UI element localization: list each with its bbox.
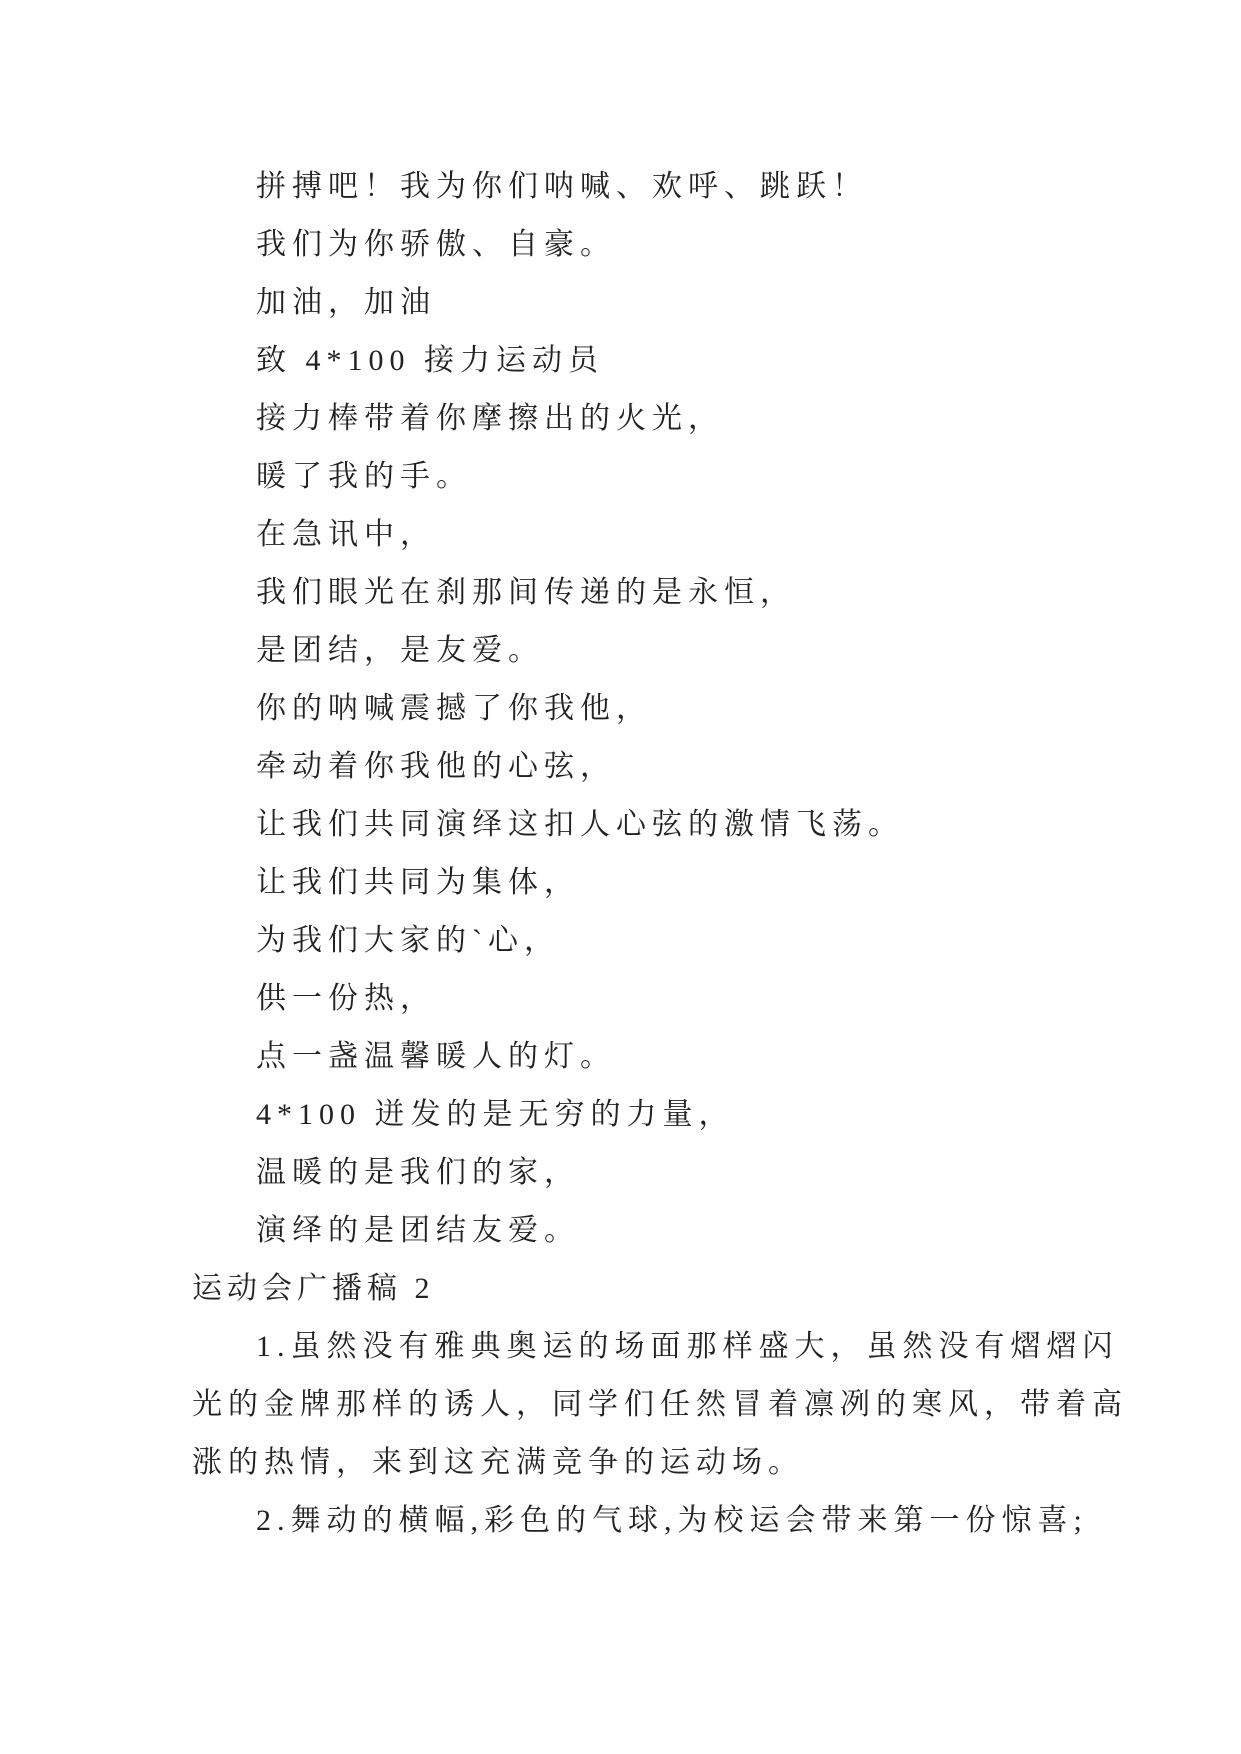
poem-line: 暖了我的手。 — [256, 460, 472, 493]
poem-line: 让我们共同为集体， — [256, 866, 580, 899]
section-heading: 运动会广播稿 2 — [192, 1272, 435, 1305]
poem-line: 牵动着你我他的心弦， — [256, 750, 616, 783]
poem-line: 致 4*100 接力运动员 — [256, 344, 604, 377]
paragraph-line: 光的金牌那样的诱人，同学们任然冒着凛冽的寒风，带着高 — [192, 1388, 1128, 1421]
poem-line: 点一盏温馨暖人的灯。 — [256, 1040, 616, 1073]
poem-line: 温暖的是我们的家， — [256, 1156, 580, 1189]
poem-line: 我们眼光在刹那间传递的是永恒， — [256, 576, 796, 609]
poem-line: 为我们大家的`心， — [256, 924, 560, 957]
poem-line: 4*100 迸发的是无穷的力量， — [256, 1098, 735, 1131]
poem-line: 是团结，是友爱。 — [256, 634, 544, 667]
poem-line: 拼搏吧！我为你们呐喊、欢呼、跳跃！ — [256, 170, 868, 203]
poem-line: 演绎的是团结友爱。 — [256, 1214, 580, 1247]
paragraph-line: 1.虽然没有雅典奥运的场面那样盛大，虽然没有熠熠闪 — [256, 1330, 1119, 1363]
paragraph-line: 涨的热情，来到这充满竞争的运动场。 — [192, 1446, 804, 1479]
poem-line: 我们为你骄傲、自豪。 — [256, 228, 616, 261]
poem-line: 接力棒带着你摩擦出的火光， — [256, 402, 724, 435]
poem-line: 让我们共同演绎这扣人心弦的激情飞荡。 — [256, 808, 904, 841]
poem-line: 加油，加油 — [256, 286, 436, 319]
poem-line: 在急讯中， — [256, 518, 436, 551]
poem-line: 供一份热， — [256, 982, 436, 1015]
poem-line: 你的呐喊震撼了你我他， — [256, 692, 652, 725]
paragraph-line: 2.舞动的横幅,彩色的气球,为校运会带来第一份惊喜; — [256, 1504, 1088, 1537]
